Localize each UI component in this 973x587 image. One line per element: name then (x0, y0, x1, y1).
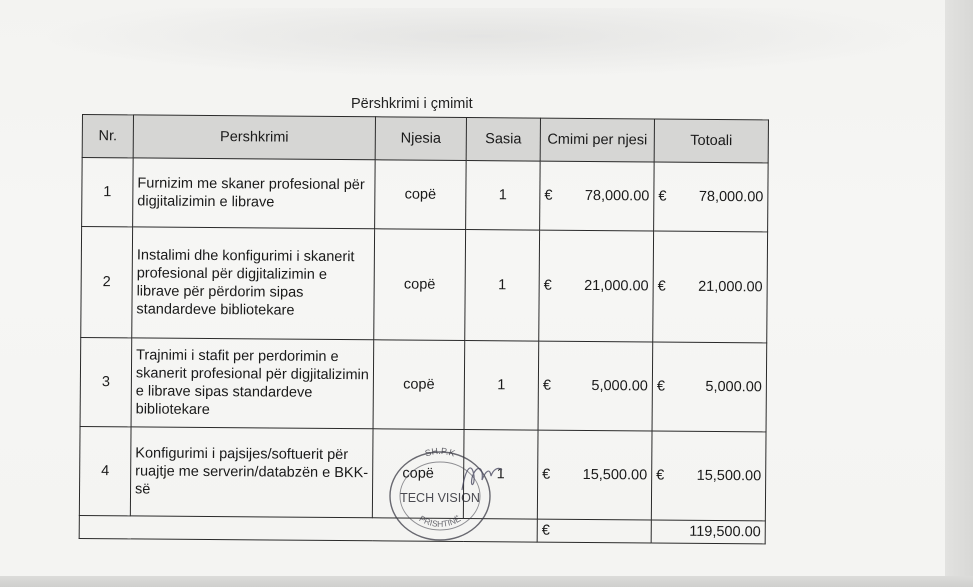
header-row (82, 115, 768, 163)
currency-symbol: € (657, 278, 666, 295)
header-nr: Nr. (82, 115, 133, 158)
row-unit-price (538, 341, 653, 431)
header-quantity: Sasia (466, 118, 540, 162)
table-row (80, 337, 767, 431)
row-description: Furnizim me skaner profesional për digjitalizimin e librave (133, 158, 376, 229)
row-description: Trajnimi i stafit per perdorimin e skanerit profesional për digjitalizimin e librave sipas standardeve bibliotekare (131, 338, 374, 429)
header-description: Pershkrimi (133, 115, 375, 160)
row-quantity: 1 (464, 341, 539, 431)
currency-symbol: € (543, 277, 552, 294)
currency-symbol: € (544, 187, 553, 204)
unit-price-value: 15,500.00 (582, 466, 648, 484)
table-row (79, 426, 766, 520)
currency-symbol: € (658, 188, 667, 205)
row-nr: 3 (80, 337, 132, 426)
row-total (651, 431, 766, 521)
row-total (654, 162, 769, 232)
header-total: Totoali (654, 119, 768, 163)
currency-symbol: € (542, 377, 552, 394)
row-unit: copë (375, 160, 467, 230)
page-edge-right (945, 0, 973, 587)
header-unit-price: Cmimi per njesi (540, 118, 654, 162)
stamp-top-text: SH.P.K (423, 446, 457, 459)
row-quantity: 1 (463, 430, 538, 520)
row-unit-price (540, 161, 655, 231)
total-row-spacer (79, 515, 537, 542)
currency-symbol: € (656, 378, 666, 395)
bleed-through-text (40, 8, 920, 78)
row-nr: 1 (82, 158, 134, 227)
total-value: 21,000.00 (698, 278, 763, 296)
row-description: Instalimi dhe konfigurimi i skanerit profesional për digjitalizimin e librave për përdorim sipas standardeve bibliotekare (132, 227, 375, 340)
page-edge-bottom (0, 576, 973, 587)
row-unit: copë (374, 229, 466, 341)
row-total (652, 342, 767, 432)
row-unit: copë (373, 340, 465, 430)
row-total (653, 231, 768, 343)
unit-price-value: 5,000.00 (591, 378, 648, 395)
table-caption: Përshkrimi i çmimit (351, 96, 473, 112)
currency-symbol: € (541, 522, 550, 539)
table-row (81, 227, 768, 343)
total-value: 78,000.00 (698, 188, 764, 206)
row-unit: copë (372, 429, 464, 519)
grand-total-currency-cell (537, 519, 651, 543)
currency-symbol: € (656, 467, 665, 484)
grand-total-value: 119,500.00 (689, 523, 761, 541)
row-nr: 2 (81, 227, 133, 338)
total-value: 5,000.00 (705, 378, 762, 396)
grand-total-cell (651, 520, 765, 544)
row-quantity: 1 (466, 161, 541, 231)
row-nr: 4 (79, 426, 131, 515)
table-row (82, 158, 769, 232)
total-row (79, 515, 765, 543)
row-description: Konfigurimi i pajsijes/softuerit për ruajtje me serverin/databzën e BKK-së (130, 427, 373, 518)
unit-price-value: 21,000.00 (584, 277, 649, 295)
price-table (79, 114, 769, 544)
header-unit: Njesia (375, 117, 466, 161)
row-quantity: 1 (465, 230, 540, 342)
row-unit-price (537, 430, 652, 520)
total-value: 15,500.00 (696, 467, 762, 485)
stamp-bottom-text: PRISHTINË (417, 513, 463, 529)
row-unit-price (539, 230, 654, 342)
unit-price-value: 78,000.00 (584, 187, 650, 205)
currency-symbol: € (542, 466, 551, 483)
signature-scribble (458, 456, 506, 496)
stamp-main-text: TECH VISION (400, 491, 480, 505)
